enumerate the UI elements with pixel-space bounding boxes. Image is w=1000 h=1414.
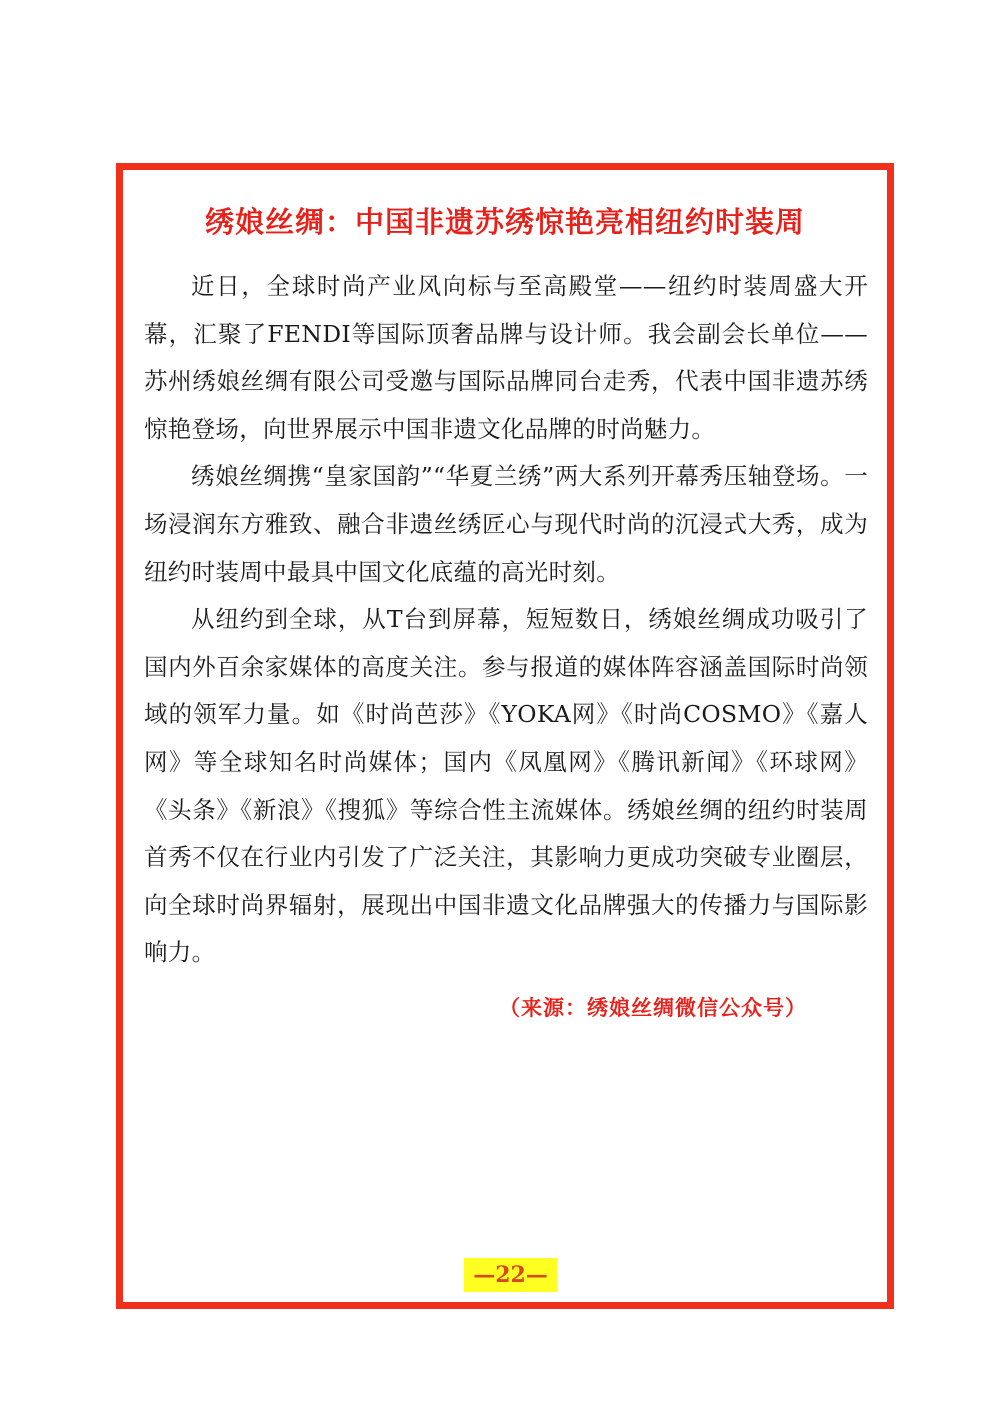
paragraph-2: 绣娘丝绸携“皇家国韵”“华夏兰绣”两大系列开幕秀压轴登场。一场浸润东方雅致、融合非遗丝绣匠心与现代时尚的沉浸式大秀，成为纽约时装周中最具中国文化底蕴的高光时刻。 — [144, 462, 868, 586]
source-note: （来源：绣娘丝绸微信公众号） — [499, 996, 807, 1020]
paragraph-1: 近日，全球时尚产业风向标与至高殿堂——纽约时装周盛大开幕，汇聚了FENDI等国际顶奢品牌与设计师。我会副会长单位——苏州绣娘丝绸有限公司受邀与国际品牌同台走秀，代表中国非遗苏绣惊艳登场，向世界展示中国非遗文化品牌的时尚魅力。 — [144, 272, 868, 443]
article-body — [144, 263, 868, 977]
page-number: —22— — [464, 1258, 557, 1292]
article-title: 绣娘丝绸：中国非遗苏绣惊艳亮相纽约时装周 — [204, 205, 805, 239]
page-frame — [116, 163, 894, 1309]
paragraph-3: 从纽约到全球，从T台到屏幕，短短数日，绣娘丝绸成功吸引了国内外百余家媒体的高度关注。参与报道的媒体阵容涵盖国际时尚领域的领军力量。如《时尚芭莎》《YOKA网》《时尚COSMO》《嘉人网》等全球知名时尚媒体；国内《凤凰网》《腾讯新闻》《环球网》《头条》《新浪》《搜狐》等综合性主流媒体。绣娘丝绸的纽约时装周首秀不仅在行业内引发了广泛关注，其影响力更成功突破专业圈层，向全球时尚界辐射，展现出中国非遗文化品牌强大的传播力与国际影响力。 — [144, 605, 868, 967]
